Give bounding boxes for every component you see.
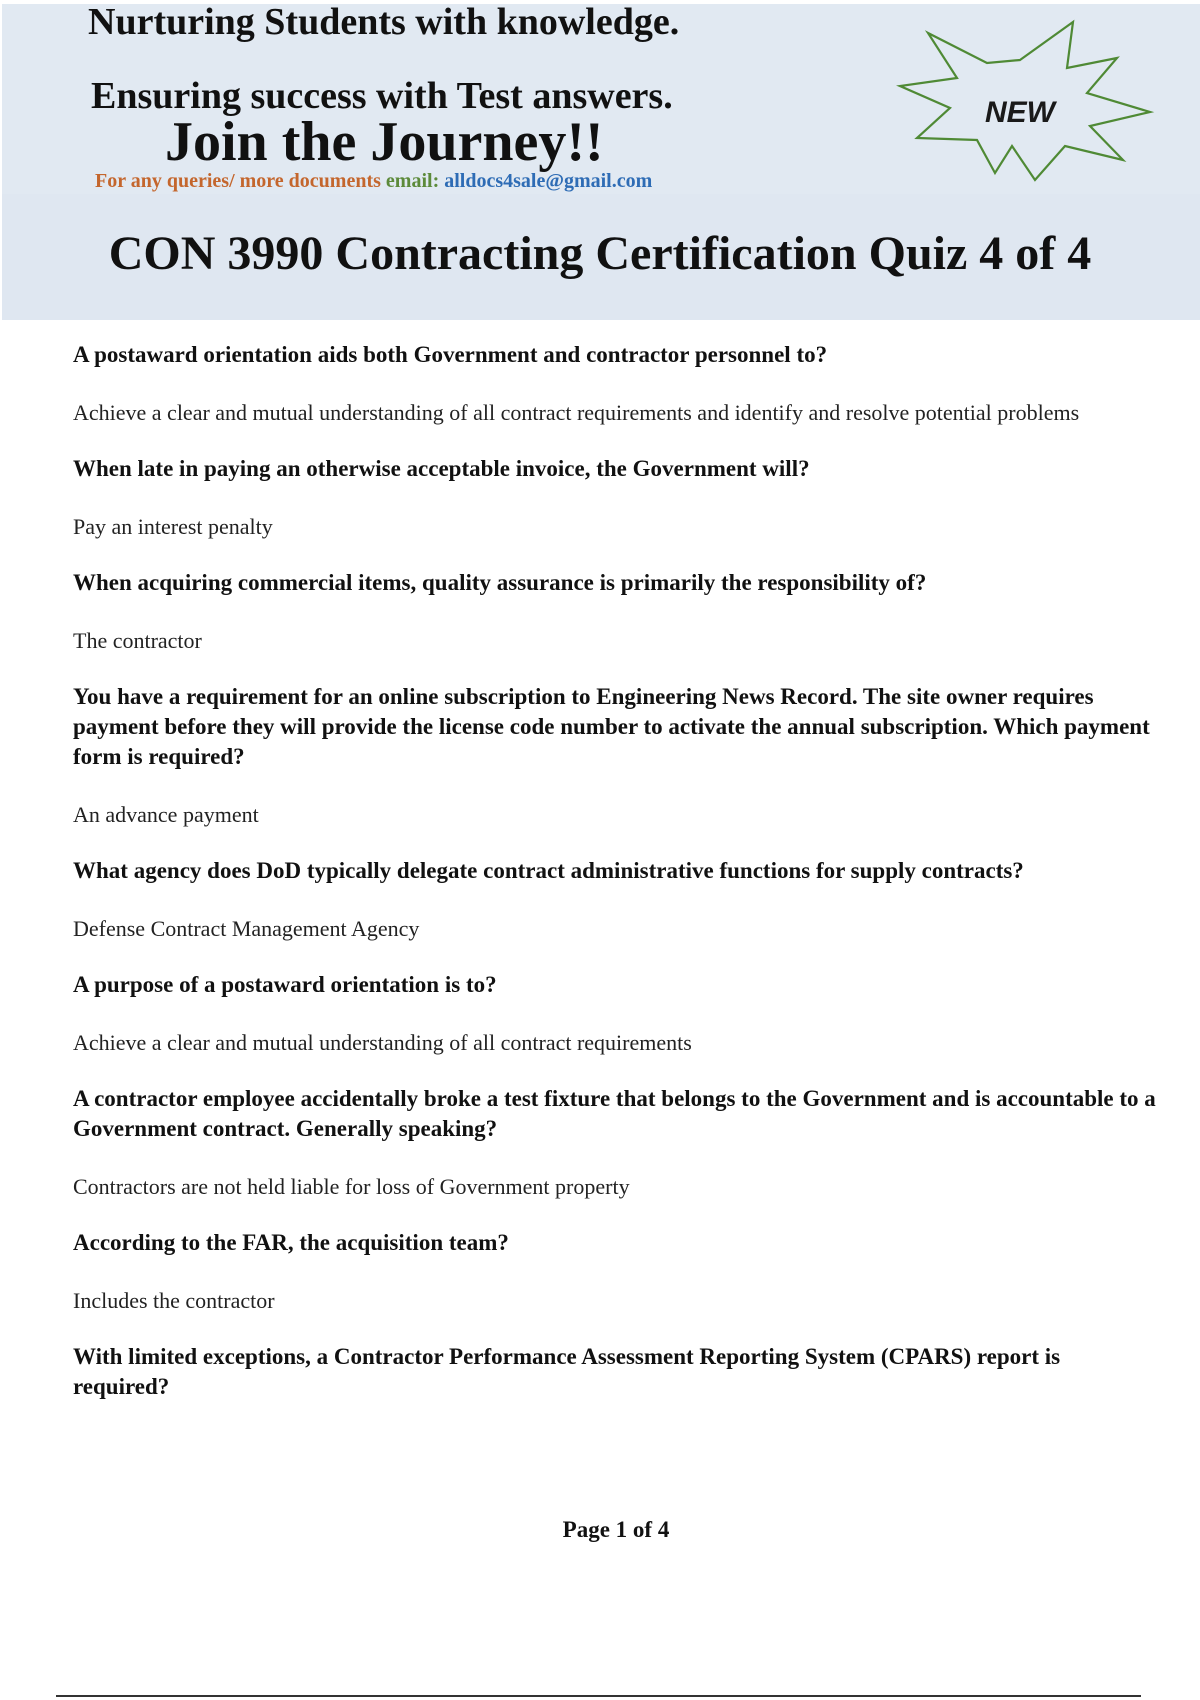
- answer-text: Achieve a clear and mutual understanding of all contract requirements: [73, 1030, 692, 1055]
- question-text: With limited exceptions, a Contractor Performance Assessment Reporting System (CPARS) report is required?: [73, 1344, 1061, 1399]
- qa-item: [73, 454, 1158, 542]
- document-title: CON 3990 Contracting Certification Quiz 4 of 4: [108, 227, 1092, 280]
- answer-text: An advance payment: [73, 802, 259, 827]
- question-text: A contractor employee accidentally broke a test fixture that belongs to the Government and is accountable to a Government contract. Generally speaking?: [73, 1086, 1156, 1141]
- contact-email-link[interactable]: alldocs4sale@gmail.com: [444, 170, 653, 192]
- contact-queries-text: For any queries/ more documents: [95, 170, 381, 192]
- qa-item: [73, 1342, 1158, 1402]
- answer-text: Achieve a clear and mutual understanding of all contract requirements and identify and resolve potential problems: [73, 400, 1080, 425]
- answer-text: Defense Contract Management Agency: [73, 916, 420, 941]
- question-text: When late in paying an otherwise acceptable invoice, the Government will?: [73, 456, 810, 481]
- qa-item: [73, 340, 1158, 428]
- qa-item: [73, 970, 1158, 1058]
- answer-text: Contractors are not held liable for loss of Government property: [73, 1174, 630, 1199]
- tagline-ensuring: Ensuring success with Test answers.: [91, 75, 673, 117]
- question-text: What agency does DoD typically delegate contract administrative functions for supply contracts?: [73, 858, 1024, 883]
- question-text: According to the FAR, the acquisition team?: [73, 1230, 509, 1255]
- page-number: Page 1 of 4: [562, 1517, 670, 1542]
- tagline-nurturing: Nurturing Students with knowledge.: [88, 1, 680, 43]
- qa-item: [73, 568, 1158, 656]
- qa-item: [73, 682, 1158, 830]
- qa-list: [73, 340, 1158, 1430]
- question-text: You have a requirement for an online subscription to Engineering News Record. The site owner requires payment before they will provide the license code number to activate the annual subscription. Which payment form is required?: [73, 684, 1150, 769]
- qa-item: [73, 1228, 1158, 1316]
- qa-item: [73, 856, 1158, 944]
- qa-item: [73, 1084, 1158, 1202]
- answer-text: Pay an interest penalty: [73, 514, 273, 539]
- question-text: A purpose of a postaward orientation is to?: [73, 972, 497, 997]
- question-text: A postaward orientation aids both Government and contractor personnel to?: [73, 342, 828, 367]
- answer-text: The contractor: [73, 628, 202, 653]
- footer-divider: [56, 1695, 1141, 1697]
- contact-email-label: email:: [385, 170, 440, 192]
- answer-text: Includes the contractor: [73, 1288, 275, 1313]
- question-text: When acquiring commercial items, quality assurance is primarily the responsibility of?: [73, 570, 927, 595]
- new-starburst-badge: [895, 8, 1160, 198]
- new-label: NEW: [985, 96, 1055, 129]
- tagline-join-journey: Join the Journey!!: [165, 111, 604, 173]
- contact-line: [95, 169, 652, 193]
